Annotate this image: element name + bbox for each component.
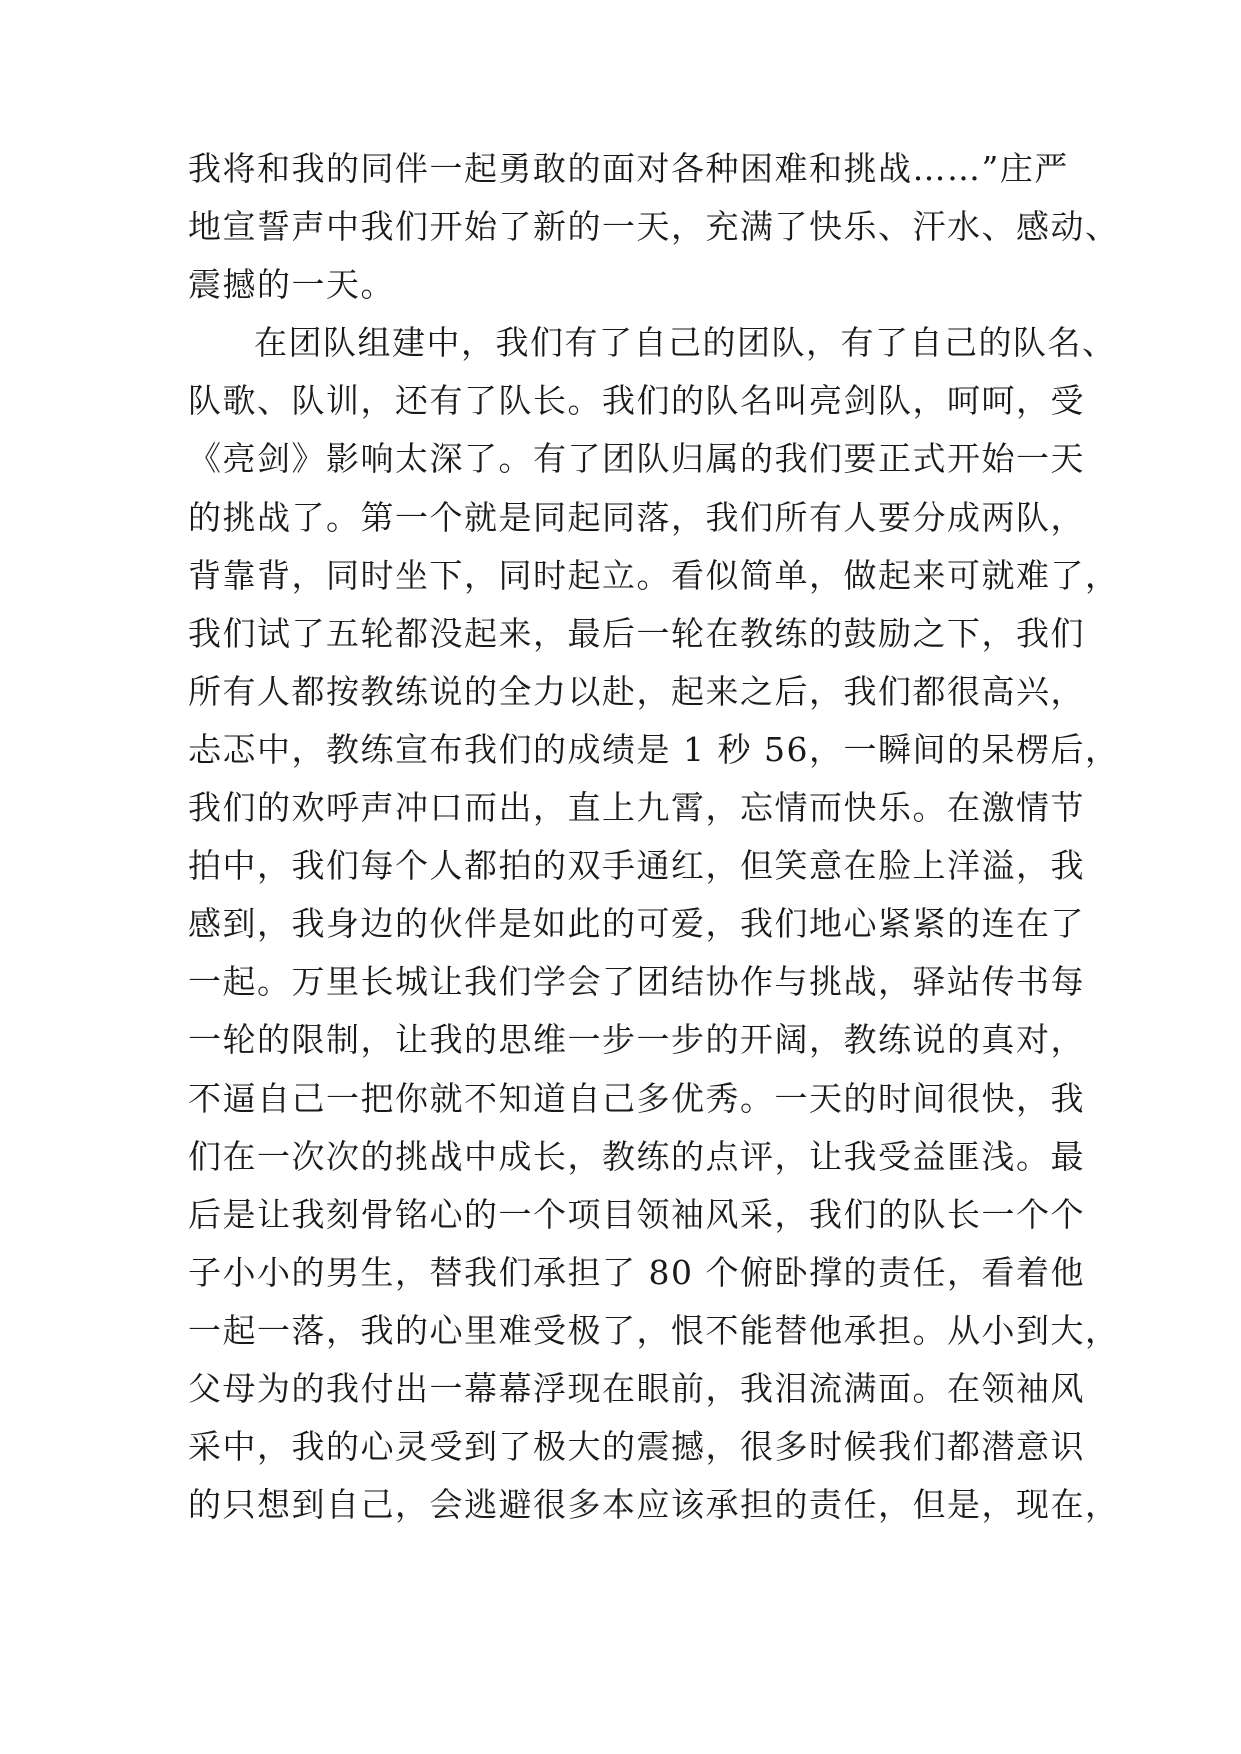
text-line: 所有人都按教练说的全力以赴，起来之后，我们都很高兴， bbox=[188, 671, 1085, 711]
text-line: 我们的欢呼声冲口而出，直上九霄，忘情而快乐。在激情节 bbox=[188, 788, 1085, 828]
text-line: 不逼自己一把你就不知道自己多优秀。一天的时间很快，我 bbox=[188, 1078, 1085, 1118]
text-line: 一轮的限制，让我的思维一步一步的开阔，教练说的真对， bbox=[188, 1020, 1085, 1060]
text-line: 一起。万里长城让我们学会了团结协作与挑战，驿站传书每 bbox=[188, 962, 1085, 1002]
text-line: 的挑战了。第一个就是同起同落，我们所有人要分成两队， bbox=[188, 497, 1085, 537]
text-line: 一起一落，我的心里难受极了，恨不能替他承担。从小到大， bbox=[188, 1310, 1120, 1350]
text-line: 背靠背，同时坐下，同时起立。看似简单，做起来可就难了， bbox=[188, 555, 1120, 595]
paragraph-first-line: 在团队组建中，我们有了自己的团队，有了自己的队名、 bbox=[254, 323, 1117, 363]
text-line: 忐忑中，教练宣布我们的成绩是 1 秒 56，一瞬间的呆楞后， bbox=[188, 729, 1120, 769]
text-line: 地宣誓声中我们开始了新的一天，充满了快乐、汗水、感动、 bbox=[188, 207, 1120, 247]
text-line: 感到，我身边的伙伴是如此的可爱，我们地心紧紧的连在了 bbox=[188, 904, 1085, 944]
text-line: 《亮剑》影响太深了。有了团队归属的我们要正式开始一天 bbox=[188, 439, 1085, 479]
text-line: 采中，我的心灵受到了极大的震撼，很多时候我们都潜意识 bbox=[188, 1427, 1085, 1467]
text-line: 拍中，我们每个人都拍的双手通红，但笑意在脸上洋溢，我 bbox=[188, 846, 1085, 886]
text-line: 父母为的我付出一幕幕浮现在眼前，我泪流满面。在领袖风 bbox=[188, 1368, 1085, 1408]
text-line: 震撼的一天。 bbox=[188, 265, 395, 305]
body-text bbox=[188, 140, 1120, 1534]
text-line: 我将和我的同伴一起勇敢的面对各种困难和挑战……”庄严 bbox=[188, 149, 1069, 188]
text-line: 们在一次次的挑战中成长，教练的点评，让我受益匪浅。最 bbox=[188, 1136, 1085, 1176]
text-line: 后是让我刻骨铭心的一个项目领袖风采，我们的队长一个个 bbox=[188, 1194, 1085, 1234]
text-line: 队歌、队训，还有了队长。我们的队名叫亮剑队，呵呵，受 bbox=[188, 381, 1085, 421]
text-line: 的只想到自己，会逃避很多本应该承担的责任，但是，现在， bbox=[188, 1485, 1120, 1525]
text-line: 子小小的男生，替我们承担了 80 个俯卧撑的责任，看着他 bbox=[188, 1252, 1085, 1292]
text-line: 我们试了五轮都没起来，最后一轮在教练的鼓励之下，我们 bbox=[188, 613, 1085, 653]
